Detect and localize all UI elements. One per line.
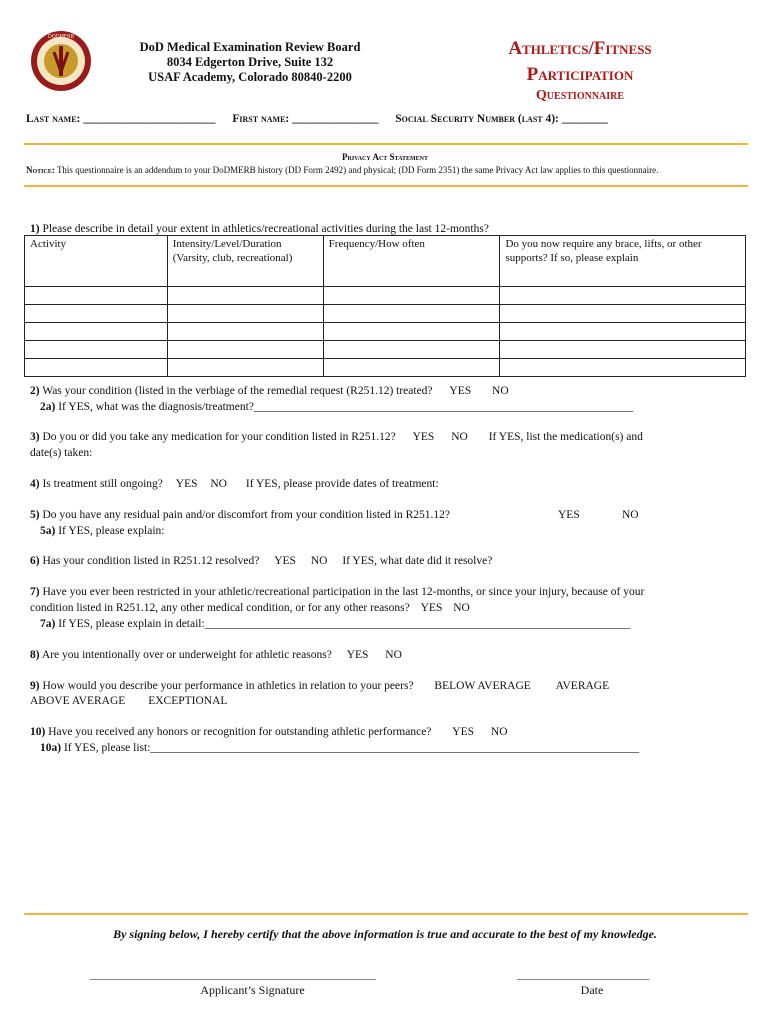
q9-number: 9): [30, 680, 40, 692]
table-row: [25, 341, 746, 359]
question-4: [30, 477, 439, 492]
title-line-2: Participation: [526, 64, 634, 85]
table-cell[interactable]: [323, 359, 500, 377]
question-5a: [40, 524, 164, 539]
divider: [24, 185, 748, 187]
q3-follow-up: If YES, list the medication(s) and: [488, 431, 643, 443]
last-name-field[interactable]: Last name: _______________________: [26, 113, 216, 125]
divider: [24, 143, 748, 145]
table-row: [25, 287, 746, 305]
q9-average-option[interactable]: AVERAGE: [555, 680, 610, 692]
table-cell[interactable]: [25, 287, 168, 305]
table-header-row: [25, 236, 746, 287]
org-name: DoD Medical Examination Review Board: [139, 40, 361, 54]
org-city: USAF Academy, Colorado 80840-2200: [148, 70, 352, 84]
q9-line-2: [30, 694, 227, 709]
dodmerb-seal-logo: [30, 30, 92, 92]
table-cell[interactable]: [167, 323, 323, 341]
q5a-number: 5a): [40, 525, 56, 537]
q10-yes-option[interactable]: YES: [452, 726, 475, 738]
col-intensity: Intensity/Level/Duration (Varsity, club, recreational): [167, 236, 323, 287]
q4-no-option[interactable]: NO: [210, 478, 227, 490]
question-9: [30, 679, 609, 694]
q7-text-2: condition listed in R251.12, any other medical condition, or for any other reasons?: [30, 602, 410, 614]
table-cell[interactable]: [167, 341, 323, 359]
q7a-number: 7a): [40, 618, 56, 630]
org-street: 8034 Edgerton Drive, Suite 132: [166, 55, 334, 69]
table-cell[interactable]: [167, 287, 323, 305]
q9-exceptional-option[interactable]: EXCEPTIONAL: [148, 695, 228, 707]
q2a-number: 2a): [40, 401, 56, 413]
table-cell[interactable]: [323, 323, 500, 341]
table-cell[interactable]: [500, 305, 746, 323]
q6-no-option[interactable]: NO: [310, 555, 328, 567]
q7-number: 7): [30, 586, 40, 598]
col-activity: Activity: [25, 236, 168, 287]
q3-no-option[interactable]: NO: [451, 431, 468, 443]
q3-text: Do you or did you take any medication for your condition listed in R251.12?: [42, 431, 396, 443]
title-line-1: Athletics/Fitness: [508, 38, 652, 59]
question-10a: [40, 741, 639, 756]
q5-no-option[interactable]: NO: [622, 509, 639, 521]
question-7: [30, 585, 644, 600]
q10-number: 10): [30, 726, 46, 738]
q6-text: Has your condition listed in R251.12 resolved?: [42, 555, 260, 567]
q2-no-option[interactable]: NO: [492, 385, 509, 397]
table-cell[interactable]: [500, 359, 746, 377]
q1-text: Please describe in detail your extent in athletics/recreational activities during the last 12-months?: [42, 223, 489, 235]
q9-above-average-option[interactable]: ABOVE AVERAGE: [30, 695, 126, 707]
question-5: [30, 508, 450, 523]
q10a-text[interactable]: If YES, please list:_____________________________________________________________________________________: [63, 742, 640, 754]
q4-text: Is treatment still ongoing?: [42, 478, 163, 490]
date-line[interactable]: ________________________: [517, 969, 649, 981]
q8-number: 8): [30, 649, 40, 661]
question-3: [30, 430, 643, 445]
q1-number: 1): [30, 223, 40, 235]
q8-yes-option[interactable]: YES: [346, 649, 369, 661]
date-label: Date: [580, 983, 604, 997]
table-cell[interactable]: [25, 341, 168, 359]
table-cell[interactable]: [323, 341, 500, 359]
table-cell[interactable]: [25, 305, 168, 323]
q3-line-2: date(s) taken:: [30, 447, 93, 459]
privacy-notice: [26, 165, 658, 175]
first-name-field[interactable]: First name: _______________: [232, 113, 379, 125]
signature-label: Applicant’s Signature: [200, 983, 305, 997]
notice-label: Notice:: [26, 165, 55, 175]
ssn-field[interactable]: Social Security Number (last 4): ________: [395, 113, 608, 125]
q10-text: Have you received any honors or recognition for outstanding athletic performance?: [48, 726, 432, 738]
signature-line[interactable]: ____________________________________________________: [90, 969, 376, 981]
q7-text: Have you ever been restricted in your athletic/recreational participation in the last 12-months, or since your injury, because of your: [42, 586, 645, 598]
q7-yes-option[interactable]: YES: [420, 602, 443, 614]
q10-no-option[interactable]: NO: [490, 726, 508, 738]
q7-no-option[interactable]: NO: [453, 602, 470, 614]
q5-yes-option[interactable]: YES: [558, 509, 580, 521]
divider: [24, 913, 748, 915]
table-cell[interactable]: [167, 305, 323, 323]
col-frequency: Frequency/How often: [323, 236, 500, 287]
q10a-number: 10a): [40, 742, 62, 754]
table-cell[interactable]: [500, 287, 746, 305]
q2-text: Was your condition (listed in the verbiage of the remedial request (R251.12) treated?: [42, 385, 433, 397]
question-2: [30, 384, 509, 399]
table-cell[interactable]: [500, 323, 746, 341]
table-cell[interactable]: [323, 305, 500, 323]
certification-statement: By signing below, I hereby certify that the above information is true and accurate to the best of my knowledge.: [113, 927, 657, 941]
identity-fields: [26, 113, 622, 125]
table-row: [25, 359, 746, 377]
q2-yes-option[interactable]: YES: [449, 385, 472, 397]
org-address: [105, 40, 395, 85]
q5a-text: If YES, please explain:: [58, 525, 165, 537]
seal-text: DODMERB: [47, 34, 75, 40]
question-7a: [40, 617, 630, 632]
table-cell[interactable]: [25, 323, 168, 341]
page-subtitle: Questionnaire: [535, 88, 625, 103]
q7-line-2: [30, 601, 470, 616]
q2-number: 2): [30, 385, 40, 397]
q2a-text[interactable]: If YES, what was the diagnosis/treatment?__________________________________________________________________: [58, 401, 634, 413]
q9-below-average-option[interactable]: BELOW AVERAGE: [434, 680, 531, 692]
table-cell[interactable]: [323, 287, 500, 305]
privacy-heading: Privacy Act Statement: [341, 152, 428, 162]
q3-number: 3): [30, 431, 40, 443]
q9-text: How would you describe your performance in athletics in relation to your peers?: [42, 680, 414, 692]
table-cell[interactable]: [500, 341, 746, 359]
q8-text: Are you intentionally over or underweight for athletic reasons?: [41, 649, 332, 661]
question-8: [30, 648, 402, 663]
q4-number: 4): [30, 478, 40, 490]
question-2a: [40, 400, 633, 415]
q4-yes-option[interactable]: YES: [175, 478, 198, 490]
q3-yes-option[interactable]: YES: [412, 431, 435, 443]
q7a-text[interactable]: If YES, please explain in detail:__________________________________________________________________________: [58, 618, 631, 630]
q8-no-option[interactable]: NO: [385, 649, 402, 661]
page-title: [470, 36, 690, 88]
q5-number: 5): [30, 509, 40, 521]
q6-follow-up: If YES, what date did it resolve?: [342, 555, 493, 567]
activity-table: [24, 235, 746, 377]
notice-text: This questionnaire is an addendum to your DoDMERB history (DD Form 2492) and physical; (DD Form 2351) the same Privacy Act law applies to this questionnaire.: [56, 165, 659, 175]
col-supports: Do you now require any brace, lifts, or other supports? If so, please explain: [500, 236, 746, 287]
table-row: [25, 305, 746, 323]
q6-yes-option[interactable]: YES: [274, 555, 296, 567]
table-cell[interactable]: [25, 359, 168, 377]
table-cell[interactable]: [167, 359, 323, 377]
question-10: [30, 725, 508, 740]
q4-follow-up: If YES, please provide dates of treatment:: [245, 478, 439, 490]
table-row: [25, 323, 746, 341]
question-6: [30, 554, 492, 569]
q6-number: 6): [30, 555, 40, 567]
q5-text: Do you have any residual pain and/or discomfort from your condition listed in R251.12?: [42, 509, 450, 521]
